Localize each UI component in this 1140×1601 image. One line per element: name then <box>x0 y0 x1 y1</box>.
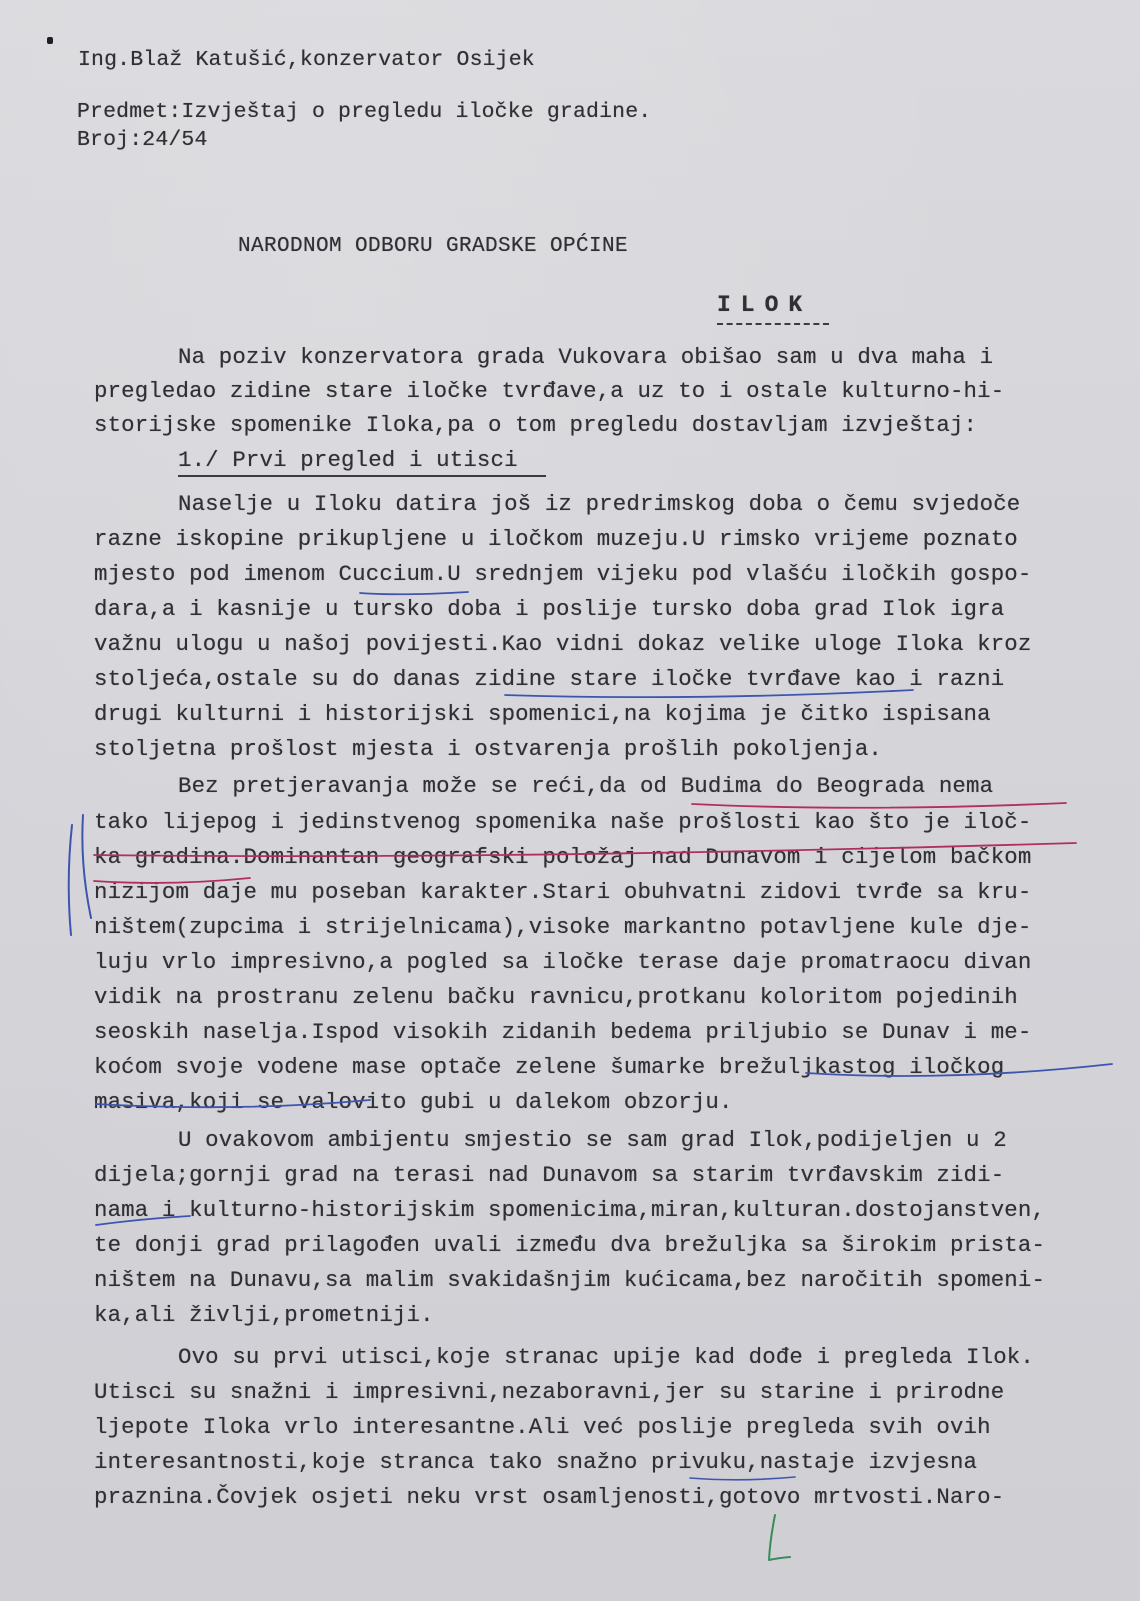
section-heading: 1./ Prvi pregled i utisci <box>178 447 518 473</box>
body-line-22: masiva,koji se valovito gubi u dalekom obzorju. <box>94 1089 733 1115</box>
body-line-10: stoljeća,ostale su do danas zidine stare iločke tvrđave kao i razni <box>94 666 1005 692</box>
body-line-19: vidik na prostranu zelenu bačku ravnicu,protkanu koloritom pojedinih <box>94 984 1018 1010</box>
city-underline <box>717 323 829 325</box>
body-line-2: pregledao zidine stare iločke tvrđave,a uz to i ostale kulturno-hi- <box>94 378 1005 404</box>
body-line-13: Bez pretjeravanja može se reći,da od Budima do Beograda nema <box>178 773 994 799</box>
blue-underline-privuku <box>690 1477 795 1480</box>
body-line-31: ljepote Iloka vrlo interesantne.Ali već poslije pregleda svih ovih <box>94 1414 991 1440</box>
margin-bracket-1 <box>69 825 72 935</box>
reference-number: Broj:24/54 <box>77 128 208 152</box>
body-line-30: Utisci su snažni i impresivni,nezaboravni,jer su starine i prirodne <box>94 1379 1005 1405</box>
recipient-city: ILOK <box>717 292 813 318</box>
body-line-3: storijske spomenike Iloka,pa o tom pregledu dostavljam izvještaj: <box>94 412 978 438</box>
body-line-28: ka,ali življi,prometniji. <box>94 1302 434 1328</box>
body-line-29: Ovo su prvi utisci,koje stranac upije kad dođe i pregleda Ilok. <box>178 1344 1034 1370</box>
body-line-26: te donji grad prilagođen uvali između dva brežuljka sa širokim prista- <box>94 1232 1046 1258</box>
body-line-23: U ovakovom ambijentu smjestio se sam grad Ilok,podijeljen u 2 <box>178 1127 1007 1153</box>
body-line-32: interesantnosti,koje stranca tako snažno privuku,nastaje izvjesna <box>94 1449 978 1475</box>
recipient-title: NARODNOM ODBORU GRADSKE OPĆINE <box>238 235 629 258</box>
body-line-5: Naselje u Iloku datira još iz predrimskog doba o čemu svjedoče <box>178 491 1021 517</box>
corner-mark <box>47 37 53 44</box>
body-line-14: tako lijepog i jedinstvenog spomenika naše prošlosti kao što je iloč- <box>94 809 1032 835</box>
body-line-12: stoljetna prošlost mjesta i ostvarenja prošlih pokoljenja. <box>94 736 883 762</box>
body-line-8: dara,a i kasnije u tursko doba i poslije tursko doba grad Ilok igra <box>94 596 1005 622</box>
body-line-20: seoskih naselja.Ispod visokih zidanih bedema priljubio se Dunav i me- <box>94 1019 1032 1045</box>
body-line-27: ništem na Dunavu,sa malim svakidašnjim kućicama,bez naročitih spomeni- <box>94 1267 1046 1293</box>
body-line-17: ništem(zupcima i strijelnicama),visoke markantno potavljene kule dje- <box>94 914 1032 940</box>
body-line-9: važnu ulogu u našoj povijesti.Kao vidni dokaz velike uloge Iloka kroz <box>94 631 1032 657</box>
body-line-16: nizijom daje mu poseban karakter.Stari obuhvatni zidovi tvrđe sa kru- <box>94 879 1032 905</box>
green-check <box>769 1515 790 1560</box>
subject-line: Predmet:Izvještaj o pregledu iločke gradine. <box>77 100 652 124</box>
body-line-7: mjesto pod imenom Cuccium.U srednjem vijeku pod vlašću iločkih gospo- <box>94 561 1032 587</box>
body-line-1: Na poziv konzervatora grada Vukovara obišao sam u dva maha i <box>178 344 994 370</box>
body-line-11: drugi kulturni i historijski spomenici,na kojima je čitko ispisana <box>94 701 991 727</box>
body-line-15: ka gradina.Dominantan geografski položaj nad Dunavom i cijelom bačkom <box>94 844 1032 870</box>
section-heading-underline <box>178 475 546 477</box>
body-line-24: dijela;gornji grad na terasi nad Dunavom sa starim tvrđavskim zidi- <box>94 1162 1005 1188</box>
body-line-33: praznina.Čovjek osjeti neku vrst osamljenosti,gotovo mrtvosti.Naro- <box>94 1484 1005 1510</box>
blue-underline-cuccium <box>360 592 468 594</box>
body-line-25: nama i kulturno-historijskim spomenicima,miran,kulturan.dostojanstven, <box>94 1197 1046 1223</box>
margin-bracket-2 <box>82 815 91 918</box>
body-line-21: koćom svoje vodene mase optače zelene šumarke brežuljkastog iločkog <box>94 1054 1005 1080</box>
body-line-6: razne iskopine prikupljene u iločkom muzeju.U rimsko vrijeme poznato <box>94 526 1018 552</box>
body-line-18: luju vrlo impresivno,a pogled sa iločke terase daje promatraocu divan <box>94 949 1032 975</box>
author-line: Ing.Blaž Katušić,konzervator Osijek <box>78 48 535 72</box>
